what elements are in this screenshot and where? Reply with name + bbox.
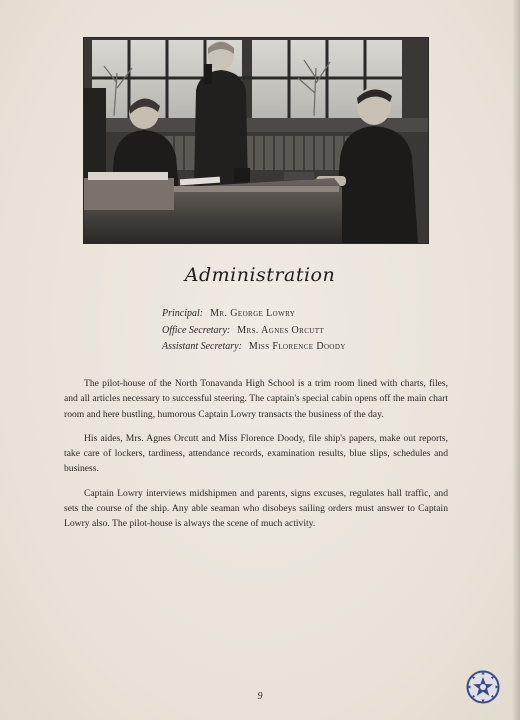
office-photo — [84, 38, 428, 243]
paragraph: The pilot-house of the North Tonavanda High School is a trim room lined with charts, files, and all articles necessary to successful steering. The captain's special cabin opens off the main chart room and here bustling, humorous Captain Lowry transacts the business of the day. — [64, 378, 448, 420]
body-text — [64, 376, 448, 541]
staff-row-office-secretary — [162, 323, 346, 340]
staff-role: Office Secretary: — [162, 324, 231, 336]
paragraph: Captain Lowry interviews midshipmen and parents, signs excuses, regulates hall traffic, and sets the course of the ship. Any able seaman who disobeys sailing orders must answer to Captain Lowry also. The pilot-house is always the scene of much activity. — [64, 487, 448, 530]
staff-name: Mr. George Lowry — [210, 308, 296, 319]
staff-name: Mrs. Agnes Orcutt — [237, 324, 325, 336]
paragraph: His aides, Mrs. Agnes Orcutt and Miss Florence Doody, file ship's papers, make out reports, take care of lockers, tardiness, attendance records, examination results, blue slips, schedules and business. — [64, 432, 448, 475]
page-edge-shadow — [512, 0, 520, 720]
staff-row-principal — [162, 306, 346, 323]
staff-role: Assistant Secretary: — [162, 341, 242, 352]
staff-row-assistant-secretary — [162, 339, 346, 356]
staff-role: Principal: — [162, 308, 204, 319]
page-title: Administration — [184, 264, 336, 286]
staff-name: Miss Florence Doody — [248, 341, 346, 352]
staff-list — [162, 306, 346, 356]
star-emblem-icon — [466, 670, 500, 704]
page-number: 9 — [257, 691, 263, 702]
